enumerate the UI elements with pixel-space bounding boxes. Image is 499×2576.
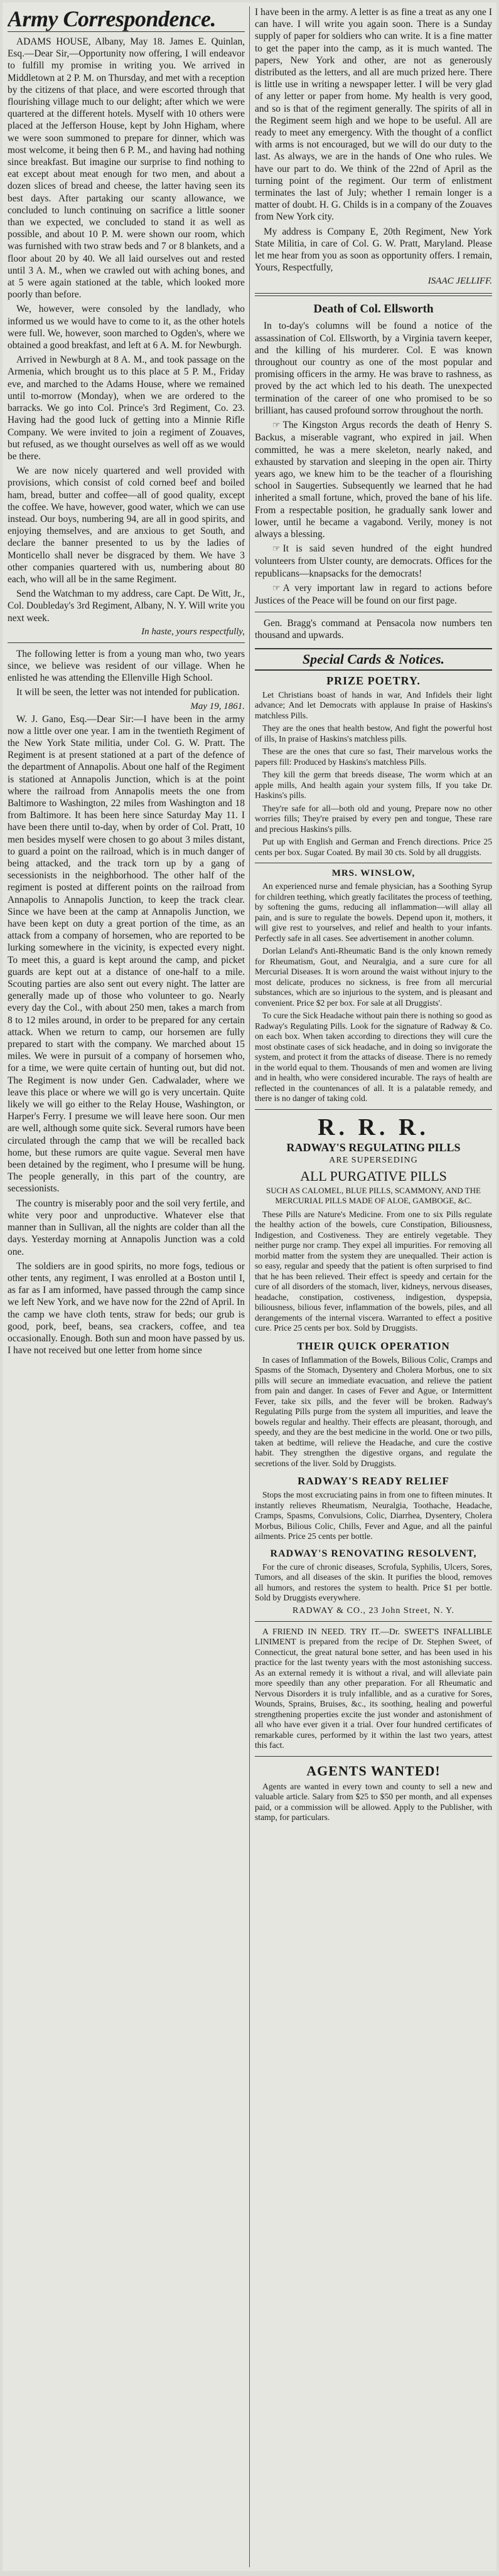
agents-wanted-heading: AGENTS WANTED! [306, 1762, 441, 1779]
pointing-hand-icon: ☞ [272, 583, 281, 593]
army-letter-paragraph-3: Arrived in Newburgh at 8 A. M., and took passage on the Armenia, which brought us to this place at 5 P. M., Friday eve, and marched to the Adams House, where we remained until to-morrow (Monday), when we are ordered to the barracks. We go into Col. Prince's 3rd Regiment, Co. 23. Having had the good luck of getting into a Minnie Rifle Company. We were invited to join a regiment of Zouaves, but refused, as we thought ourselves as well off as we would be there. [8, 354, 245, 462]
letter-continuation: I have been in the army. A letter is as fine a treat as any one I can have. I will write you again soon. There is a Sunday supply of paper for soldiers who can write. It is a fine matter to get the paper into the camp, as it is much wanted. The papers, New York and other, are not as generously distributed as the letters, and all are much prized here. There is little use in writing a newspaper letter. I will be very glad of any letter or paper from home. My health is very good, and so is that of the regiment generally. The spirits of all in the Regiment seem high and we hope to be useful. All are ready to meet any emergency. With the thought of a conflict with arms is not encouraged, but we will do our duty to the last. As always, we are in the hands of One who rules. We have our part to do. We think of the 22nd of April as the turning point of the regiment. Our term of enlistment terminates the last of July; whether I remain longer is a matter of doubt. H. G. Childs is in a company of the Zouaves from New York city. [255, 7, 492, 223]
ellsworth-article: In to-day's columns will be found a notice of the assassination of Col. Ellsworth, by a Virginia tavern keeper, and the killing of his murderer. Col. E was known throughout our country as one of the most popular and promising officers in the army. He was brave to rashness, as proved by the act which led to his death. The unexpected termination of the career of one who promised to be so brilliant, has caused profound sorrow throughout the north. [255, 321, 492, 416]
rrr-subheading: RADWAY'S REGULATING PILLS [286, 1141, 461, 1154]
rrr-heading: R. R. R. [318, 1114, 429, 1141]
divider [255, 1621, 492, 1622]
divider [255, 1109, 492, 1110]
second-letter-country: The country is miserably poor and the soil very fertile, and white very poor and unproductive. Whatever else that manner than in Sullivan, all the nights are colder than all the days. Yesterday morning at Annapolis Junction was a cold one. [8, 1198, 245, 1257]
ready-relief-heading: RADWAY'S READY RELIEF [298, 1475, 449, 1488]
letter-address: My address is Company E, 20th Regiment, New York State Militia, in care of Col. G. W. Pratt, Maryland. Please let me hear from you as soon as opportunity offers. I remain, Yours, Respectfully, [255, 226, 492, 274]
winslow-heading: MRS. WINSLOW, [331, 868, 416, 879]
second-letter-dateline: May 19, 1861. [190, 701, 245, 711]
divider [255, 1756, 492, 1757]
agents-wanted-body: Agents are wanted in every town and county to sell a new and valuable article. Salary from $25 to $50 per month, and all expenses paid, or a commission will be allowed. Apply to the Publisher, with stamp, for particulars. [255, 1781, 492, 1823]
backus-text: The Kingston Argus records the death of Henry S. Backus, a miserable vagrant, who expired in jail. When committed, he was a mere skeleton, nearly naked, and exhausted by starvation and sleeping in the open air. Thirty years ago, we knew him to be the teacher of a flourishing school in Saugerties. Subsequently we learned that he had inherited a small fortune, which, proved the bane of his life. From a respectable position, he gradually sank lower and lower, until he became a vagabond. Verily, money is not always a blessing. [255, 420, 492, 540]
poetry-footnote: Put up with English and German and French directions. Price 25 cents per box. Sugar Coated. By mail 30 cts. Sold by all druggists. [255, 837, 492, 857]
army-letter-paragraph-4: We are now nicely quartered and well provided with provisions, which consist of cold corned beef and boiled ham, bread, butter and coffee—all of good quality, except the coffee. We have, however, good water, which we can use instead. Our boys, numbering 94, are all in good spirits, and enjoying themselves, and are anxious to get South, and declare the banner presented to us by the ladies of Monticello shall never be disgraced by them. We have 3 other companies quartered with us, numbering about 80 each, who will all be in the same Regiment. [8, 466, 245, 585]
army-letter-paragraph-1: ADAMS HOUSE, Albany, May 18. James E. Quinlan, Esq.—Dear Sir,—Opportunity now offering, I will endeavor to fulfill my promise in writing you. We arrived in Middletown at 2 P. M. on Thursday, and met with a reception by the citizens of that place, and were escorted through that flourishing village much to our delight; after which we were quartered at the different hotels. Myself with 10 others were placed at the Jefferson House, kept by John Higham, where we were soon summoned to prepare for dinner, which was most welcome, it being then 6 P. M., and having had nothing since breakfast. But imagine our surprise to find nothing to eat except about meat enough for two men, and about a dozen slices of bread and cheese, the latter having seen its best days. After partaking our scanty allowance, we concluded to lunch continuing on sacrifice a little sooner than we expected, we concluded to stand it as well as possible, and about 10 P. M. were shown our room, which was furnished with two straw beds and 7 or 8 blankets, and a floor about 20 by 40. We all laid ourselves out and rested until 3 A. M., when we crawled out with aching bones, and at 5 were again stationed at the table, which looked more poorly than before. [8, 36, 245, 301]
volunteers-article [255, 543, 492, 580]
dorlan-notice: Dorlan Leland's Anti-Rheumatic Band is the only known remedy for Rheumatism, Gout, and Neuralgia, and a sure cure for all Mercurial Diseases. It is worn around the waist without injury to the most delicate, produces no sickness, is free from all mercurial substances, which are so injurious to the system, and is pleasant and convenient. Price $2 per box. For sale at all Druggists'. [255, 946, 492, 1008]
poetry-stanza: They are the ones that health bestow, And fight the powerful host of ills, In praise of Haskins's matchless pills. [255, 723, 492, 743]
rrr-body: These Pills are Nature's Medicine. From one to six Pills regulate the healthy action of the bowels, cure Constipation, Biliousness, Indigestion, and Costiveness. They are entirely vegetable. They neither purge nor cramp. They expel all impurities. For removing all morbid matter from the system they are unequalled. Their action is so easy, regular and speedy that the patient is often surprised to find that he has been relieved. Their effect is speedy and certain for the cure of all disorders of the stomach, liver, kidneys, nervous diseases, headache, constipation, costiveness, indigestion, dyspepsia, biliousness, bilious fever, inflammation of the bowels, piles, and all derangements of the internal viscera. Warranted to effect a positive cure. Price 25 cents per box. Sold by Druggists. [255, 1209, 492, 1333]
quick-operation-heading: THEIR QUICK OPERATION [297, 1339, 450, 1352]
pointing-hand-icon: ☞ [272, 545, 281, 555]
rrr-subheading-2: ARE SUPERSEDING [329, 1155, 418, 1165]
pointing-hand-icon: ☞ [272, 421, 281, 431]
prize-poetry-heading: PRIZE POETRY. [326, 674, 421, 687]
divider [8, 642, 245, 643]
quick-operation-body: In cases of Inflammation of the Bowels, Bilious Colic, Cramps and Spasms of the Stomach, Dysentery and Cholera Morbus, one to six pills will secure an immediate evacuation, and relieve the patient from pain and danger. In cases of Fever and Ague, or Intermittent Fever, take six pills, and the fever will be broken. Radway's Regulating Pills purge from the system all impurities, and leave the bowels regular and healthy. Their effects are pleasant, thorough, and speedy, and they are the best medicine in the world. One or two pills, taken at bedtime, will relieve the Headache, and cure the costive habit. They strengthen the digestive organs, and regulate the secretions of the liver. Sold by Druggists. [255, 1355, 492, 1468]
poetry-stanza: They kill the germ that breeds disease, The worm which at an apple mills, And health again your system fills, If you take Dr. Haskins's pills. [255, 770, 492, 801]
backus-article [255, 419, 492, 540]
bragg-article: Gen. Bragg's command at Pensacola now numbers ten thousand and upwards. [255, 618, 492, 641]
radway-intro-notice: To cure the Sick Headache without pain there is nothing so good as Radway's Regulating Pills. Look for the signature of Radway & Co. on each box. When taken according to directions they will cure the most obstinate cases of sick headache, and in doing so invigorate the system, and protect it from the attacks of disease. There is no remedy in the world equal to them. Thousands of men and women are living and in health, who were considered incurable. The rays of health are reflected in the countenances of all. It is a palatable remedy, and there is no danger of taking cold. [255, 1011, 492, 1104]
rrr-such-as: SUCH AS CALOMEL, BLUE PILLS, SCAMMONY, AND THE MERCURIAL PILLS MADE OF ALOE, GAMBOGE, &C. [266, 1185, 481, 1205]
radway-address: RADWAY & CO., 23 John Street, N. Y. [292, 1605, 454, 1615]
law-text: A very important law in regard to actions before Justices of the Peace will be found on our first page. [255, 582, 492, 606]
army-letter-paragraph-5: Send the Watchman to my address, care Capt. De Witt, Jr., Col. Doubleday's 3rd Regiment, Albany, N. Y. Will write you next week. [8, 588, 245, 624]
rrr-all-purgative: ALL PURGATIVE PILLS [300, 1168, 447, 1184]
poetry-stanza: These are the ones that cure so fast, Their marvelous works the papers fill: Produced by Haskins's matchless Pills. [255, 747, 492, 767]
army-letter-paragraph-2: We, however, were consoled by the landlady, who informed us we would have to come to it, as the other hotels were full. We, however, soon marched to Ogden's, where we obtained a good breakfast, and left at 6 A. M. for Newburgh. [8, 304, 245, 351]
column-rule [249, 6, 250, 2567]
army-letter-signoff: In haste, yours respectfully, [141, 626, 245, 637]
right-column [255, 6, 492, 2567]
second-letter-note: It will be seen, the letter was not intended for publication. [16, 687, 240, 698]
second-letter-body: W. J. Gano, Esq.—Dear Sir:—I have been in the army now a little over one year. I am in the twentieth Regiment of the New York State militia, under Col. G. W. Pratt. The Regiment is at present stationed at a part of the defence of the department of Annapolis. About one half of the Regiment is stationed at Annapolis Junction, which is at the point where the railroad from Annapolis meets the one from Baltimore to Washington, 22 miles from Washington and 18 from Baltimore. It has been here since Saturday May 11. I have been there until to-day, when by order of Col. Pratt, 10 men besides myself were chosen to go about 3 miles distant, to guard a point on the railroad, which is in much danger of being attacked, and the track torn up by a gang of secessionists in the neighborhood. The other half of the regiment is posted at different points on the railroad from Annapolis to Annapolis Junction, to keep the track clear. Since we have been at the camp at Annapolis Junction, we have been kept on duty a great portion of the time, as an attack from a company of horsemen, who are reported to be lurking somewhere in the vicinity, is expected every night. To meet this, a guard is kept around the camp, and picket guards are kept out at a distance of one-half to a mile. Scouting parties are also sent out every night. The latter are generally made up of those who volunteer to go. Nearly every day the Col., with about 250 men, takes a march from 8 to 12 miles around, in order to be prepared for any certain attack. When we return to camp, our horsemen are fully prepared to start with the company. We marched about 15 miles. We were in pursuit of a company of horsemen who, for a time, we were quite certain of hunting out, but did not. The Regiment is now under Gen. Cadwalader, where we leave this place or where we will go is very uncertain. Quite likely we will go either to the Relay House, Washington, or Harper's Ferry. I presume we will leave here soon. Our men are well, although some quite sick. Several rumors have been circulated through the camp that we will be recalled back home, but these rumors are quite vague. Several men have been detained by the regiment, who I presume will be hung. The people generally, in this part of the country, are secessionists. [8, 713, 245, 1195]
left-column [8, 6, 245, 2567]
volunteers-text: It is said seven hundred of the eight hundred volunteers from Ulster county, are democrats. Offices for the republicans—knapsacks for the democrats! [255, 543, 492, 579]
special-notices-banner: Special Cards & Notices. [255, 648, 492, 671]
second-letter-intro: The following letter is from a young man who, two years since, we believe was resident of our village. When he enlisted he was attending the Ellenville High School. [8, 648, 245, 684]
law-article [255, 582, 492, 607]
letter-signature: ISAAC JELLIFF. [427, 276, 492, 287]
renovating-resolvent-body: For the cure of chronic diseases, Scrofula, Syphilis, Ulcers, Sores, Tumors, and all diseases of the skin. It purifies the blood, removes all humors, and restores the system to health. Price $1 per bottle. Sold by Druggists everywhere. [255, 1562, 492, 1603]
newspaper-page [3, 3, 496, 2571]
poetry-stanza: Let Christians boast of hands in war, And Infidels their light advance; And let Democrats with applause In praise of Haskins's matchless Pills. [255, 689, 492, 720]
friend-in-need-notice: A FRIEND IN NEED. TRY IT.—Dr. SWEET'S INFALLIBLE LINIMENT is prepared from the recipe of Dr. Stephen Sweet, of Connecticut, the great natural bone setter, and has been used in his practice for the last twenty years with the most astonishing success. As an external remedy it is without a rival, and will alleviate pain more speedily than any other preparation. For all Rheumatic and Nervous Disorders it is truly infallible, and as a curative for Sores, Wounds, Sprains, Bruises, &c., its soothing, healing and powerful strengthening properties excite the just wonder and astonishment of all who have ever given it a trial. Over four hundred certificates of remarkable cures, performed by it within the last two years, attest this fact. [255, 1626, 492, 1750]
army-correspondence-heading: Army Correspondence. [8, 6, 245, 32]
renovating-resolvent-heading: RADWAY'S RENOVATING RESOLVENT, [270, 1548, 477, 1559]
ready-relief-body: Stops the most excruciating pains in from one to fifteen minutes. It instantly relieves Rheumatism, Neuralgia, Toothache, Headache, Cramps, Spasms, Convulsions, Colic, Diarrhea, Dysentery, Cholera Morbus, Bilious Colic, Chills, Fever and Ague, and all the painful ailments. Price 25 cents per bottle. [255, 1490, 492, 1541]
poetry-stanza: They're safe for all—both old and young, Prepare now no other worries fills; They're praised by every pen and tongue, These rare and precious Haskins's pills. [255, 803, 492, 834]
winslow-notice: An experienced nurse and female physician, has a Soothing Syrup for children teething, which greatly facilitates the process of teething, by softening the gums, reducing all inflammation—will allay all pain, and is sure to regulate the bowels. Depend upon it, mothers, it will give rest to yourselves, and relief and health to your infants. Perfectly safe in all cases. See advertisement in another column. [255, 881, 492, 943]
second-letter-soldiers: The soldiers are in good spirits, no more fogs, tedious or other tents, any regiment, I was enrolled at a Boston until I, as far as I am informed, have passed through the camp since we left New York, and we have now for the 22nd of April. In the camp we have cloth tents, straw for beds; our grub is good, pork, beef, beans, sea crackers, coffee, and tea occasionally. Enough. Both sun and moon have passed by us. I have not received but one letter from home since [8, 1260, 245, 1356]
double-divider [255, 293, 492, 296]
ellsworth-heading: Death of Col. Ellsworth [313, 302, 434, 316]
